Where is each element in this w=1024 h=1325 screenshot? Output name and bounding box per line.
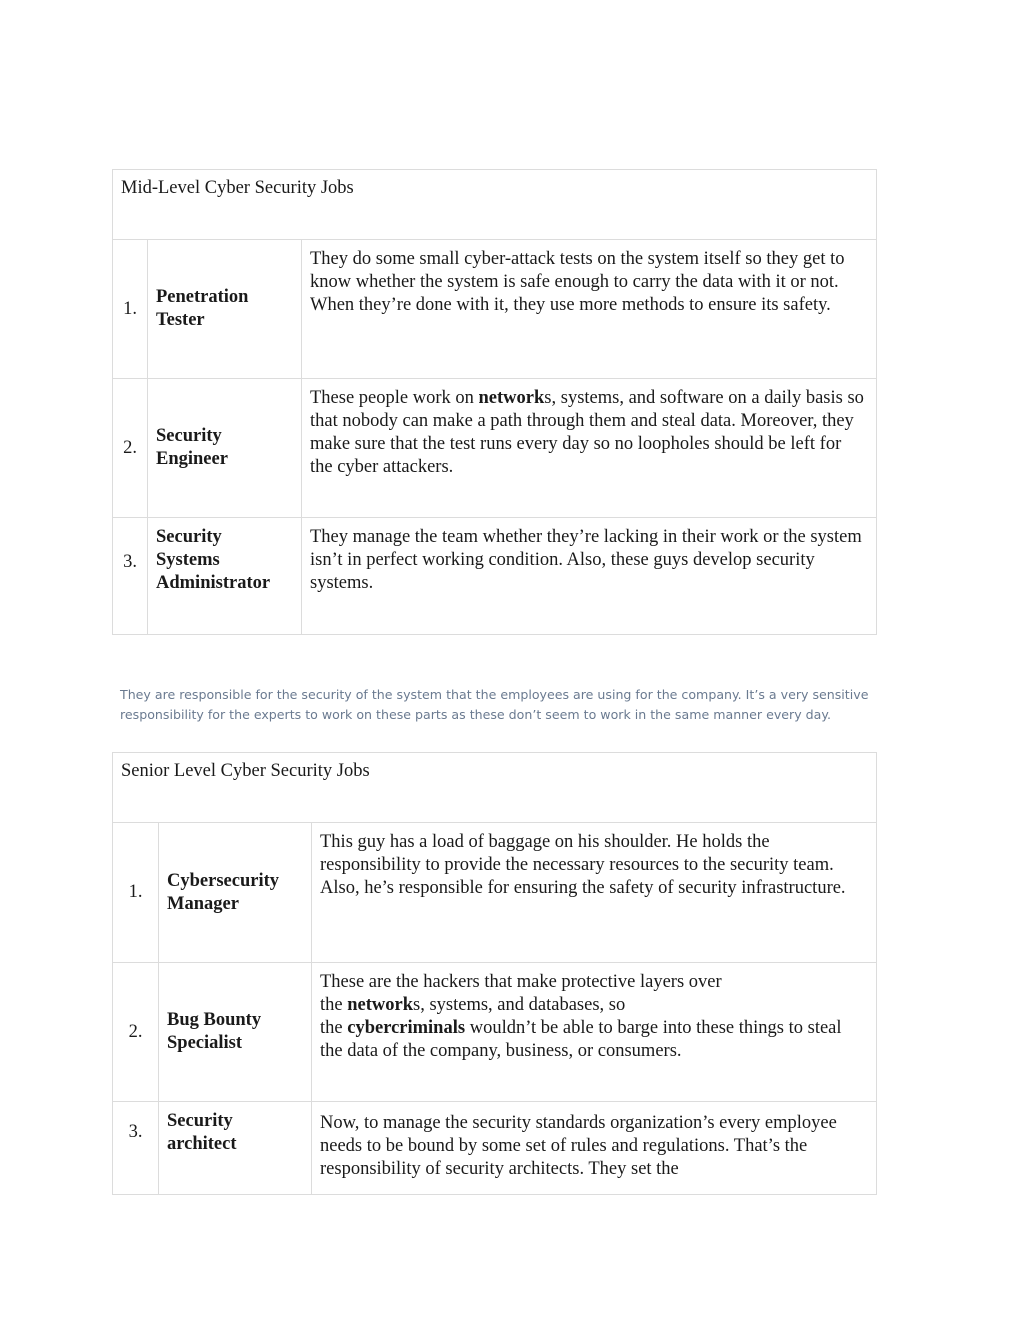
mid-level-jobs-table [112, 169, 877, 635]
row-number: 1. [113, 240, 148, 378]
job-title-line: Specialist [167, 1033, 243, 1053]
description-text: s, systems, and databases, so [413, 995, 626, 1015]
job-description: Now, to manage the security standards organization’s every employee needs to be bound by some set of rules and regulations. That’s the responsibility of security architects. They set the [320, 1113, 837, 1179]
description-text: the [320, 1018, 348, 1038]
row-number: 3. [113, 518, 148, 634]
table-row [113, 823, 876, 963]
description-line [320, 994, 868, 1017]
job-title [159, 963, 312, 1101]
job-title-line: Security [167, 1111, 233, 1131]
note-paragraph: They are responsible for the security of the system that the employees are using for the company. It’s a very sensitive responsibility for the experts to work on these parts as these don’t seem to work in the same manner every day. [120, 687, 869, 722]
job-title-line: Bug Bounty [167, 1010, 262, 1030]
table-row [113, 518, 876, 634]
job-description: They manage the team whether they’re lacking in their work or the system isn’t in perfect working condition. Also, these guys develop security systems. [310, 527, 862, 593]
row-number: 3. [113, 1102, 159, 1194]
job-title-line: Tester [156, 310, 205, 330]
description-text: These people work on [310, 388, 479, 408]
job-description [312, 963, 876, 1101]
description-line [320, 1017, 868, 1063]
description-text: s, systems, and software on a daily basis so that nobody can make a path through them and steal data. Moreover, they make sure that the test runs every day so no loopholes should be left for the cyber attackers. [310, 388, 864, 477]
job-title [148, 379, 302, 517]
job-title [148, 518, 302, 634]
job-description [302, 379, 876, 517]
job-title-line: architect [167, 1134, 237, 1154]
job-title-line: Systems [156, 550, 220, 570]
table-heading: Senior Level Cyber Security Jobs [113, 753, 876, 823]
row-number: 2. [113, 963, 159, 1101]
job-title-line: Security [156, 426, 222, 446]
job-title [148, 240, 302, 378]
job-title-line: Administrator [156, 573, 271, 593]
table-row [113, 1102, 876, 1194]
description-text: wouldn’t be able to barge into these things to steal the data of the company, business, or consumers. [320, 1018, 842, 1061]
row-number: 2. [113, 379, 148, 517]
description-text: the [320, 995, 348, 1015]
description-line: These are the hackers that make protective layers over [320, 972, 722, 992]
row-number: 1. [113, 823, 159, 962]
job-title [159, 823, 312, 962]
job-title-line: Manager [167, 893, 239, 914]
table-row [113, 379, 876, 518]
job-title-line: Penetration [156, 287, 249, 307]
job-description: This guy has a load of baggage on his shoulder. He holds the responsibility to provide the necessary resources to the security team. Also, he’s responsible for ensuring the safety of security infrastructure. [320, 832, 846, 898]
senior-level-jobs-table [112, 752, 877, 1195]
job-title-line: Cybersecurity [167, 870, 279, 891]
job-title-line: Security [156, 527, 222, 547]
bold-keyword: network [347, 995, 414, 1015]
job-title [159, 1102, 312, 1194]
bold-keyword: cybercriminals [347, 1018, 466, 1038]
bold-keyword: network [478, 388, 545, 408]
table-row [113, 240, 876, 379]
job-title-line: Engineer [156, 449, 228, 469]
table-row [113, 963, 876, 1102]
job-description: They do some small cyber-attack tests on the system itself so they get to know whether the system is safe enough to carry the data with it or not. When they’re done with it, they use more methods to ensure its safety. [310, 249, 845, 315]
table-heading: Mid-Level Cyber Security Jobs [113, 170, 876, 240]
